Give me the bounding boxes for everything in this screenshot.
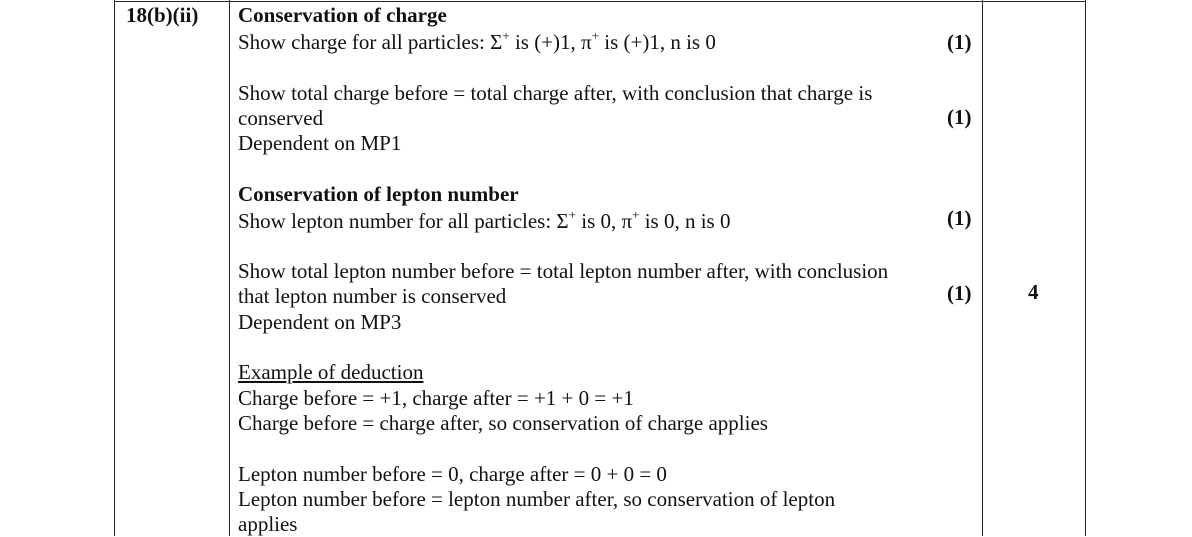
charge-mp2-dependency: Dependent on MP1	[238, 131, 402, 155]
example-line-5: applies	[238, 512, 298, 536]
example-line-1: Charge before = +1, charge after = +1 + 0 = +1	[238, 386, 634, 410]
total-marks: 4	[1028, 280, 1039, 304]
table-border-right	[1085, 0, 1086, 536]
table-border-left	[114, 0, 115, 536]
table-top-border	[114, 1, 1085, 2]
lepton-mp4-line2: that lepton number is conserved	[238, 284, 507, 308]
lepton-heading: Conservation of lepton number	[238, 182, 519, 206]
example-heading: Example of deduction	[238, 360, 424, 384]
lepton-mp4-dependency: Dependent on MP3	[238, 310, 402, 334]
charge-heading: Conservation of charge	[238, 3, 447, 27]
question-number: 18(b)(ii)	[126, 3, 199, 27]
lepton-mp4-mark: (1)	[947, 281, 972, 305]
example-line-2: Charge before = charge after, so conservation of charge applies	[238, 411, 768, 435]
charge-mp2-mark: (1)	[947, 105, 972, 129]
lepton-mp3-text: Show lepton number for all particles: Σ+ is 0, π+ is 0, n is 0	[238, 207, 731, 233]
table-divider-marks	[982, 0, 983, 536]
example-line-4: Lepton number before = lepton number after, so conservation of lepton	[238, 487, 836, 511]
example-line-3: Lepton number before = 0, charge after = 0 + 0 = 0	[238, 462, 667, 486]
lepton-mp3-mark: (1)	[947, 206, 972, 230]
charge-mp1-mark: (1)	[947, 30, 972, 54]
charge-mp1-text: Show charge for all particles: Σ+ is (+)1, π+ is (+)1, n is 0	[238, 28, 716, 54]
lepton-mp4-line1: Show total lepton number before = total lepton number after, with conclusion	[238, 259, 889, 283]
table-divider-question	[229, 0, 230, 536]
charge-mp2-line2: conserved	[238, 106, 324, 130]
charge-mp2-line1: Show total charge before = total charge after, with conclusion that charge is	[238, 81, 873, 105]
